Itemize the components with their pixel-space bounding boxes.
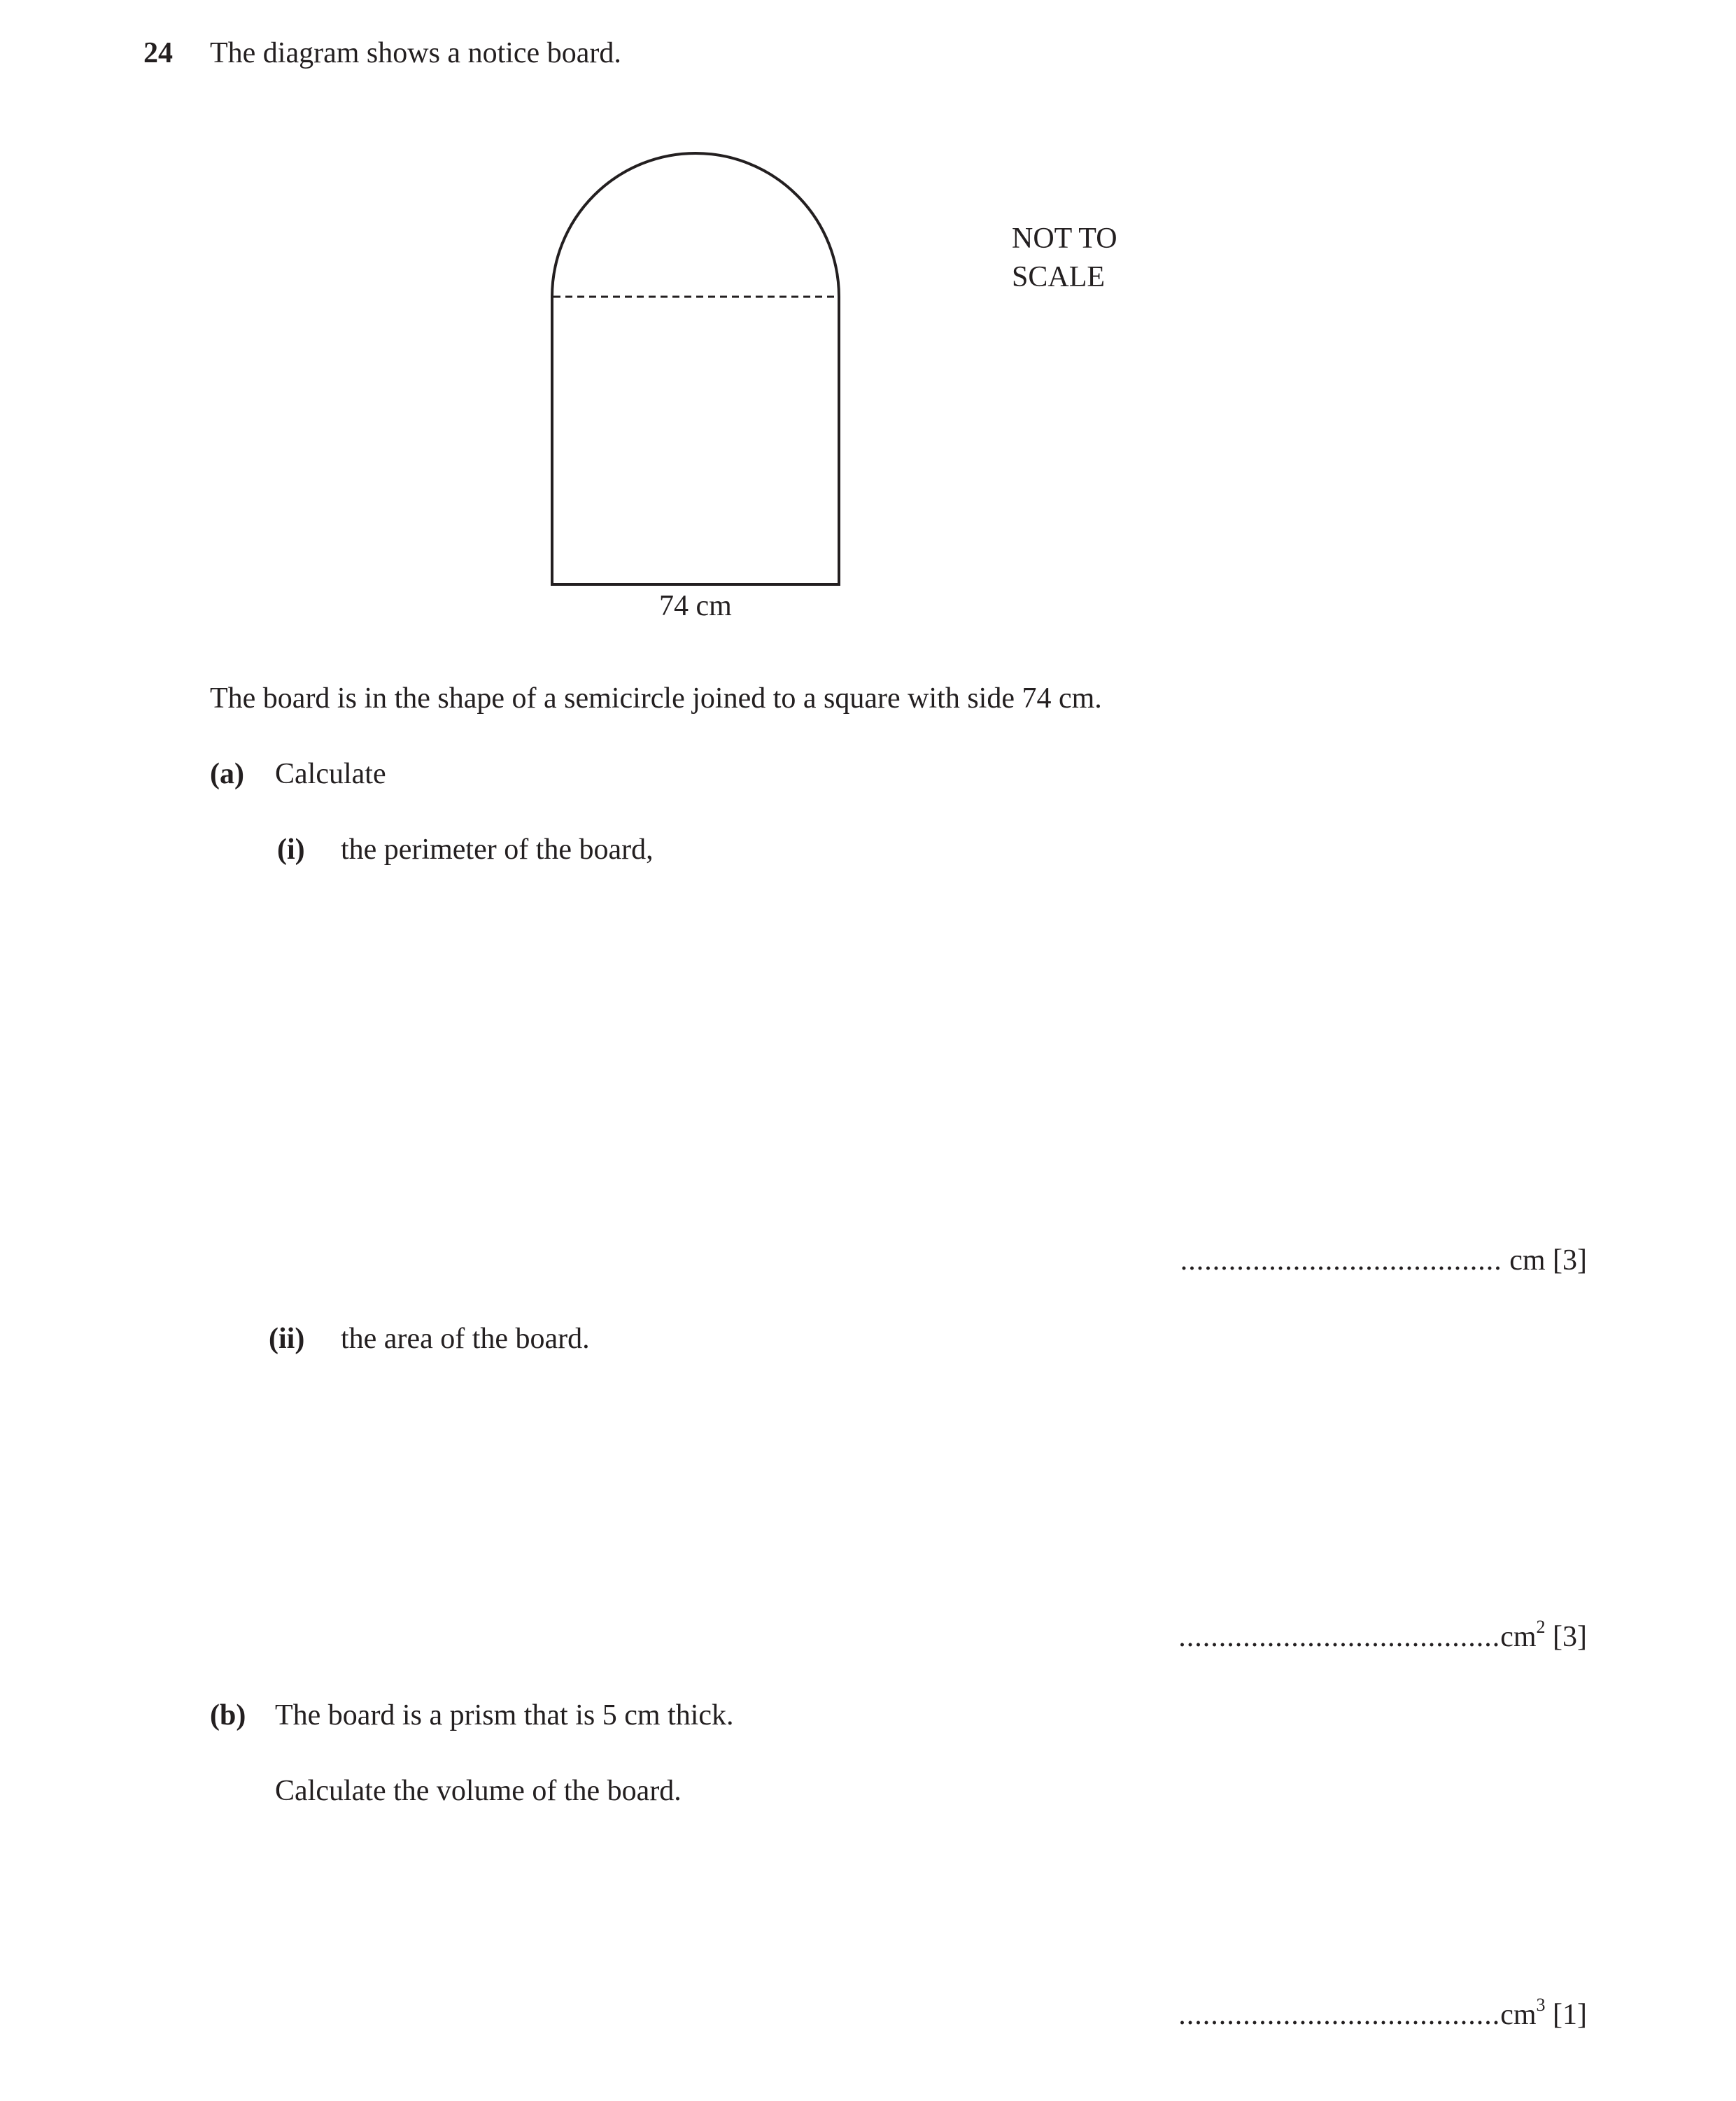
question-number: 24 bbox=[143, 37, 173, 69]
answer-unit-power: 2 bbox=[1536, 1617, 1546, 1637]
part-a-label: (a) bbox=[210, 758, 244, 790]
answer-unit-power: 3 bbox=[1536, 1995, 1546, 2015]
answer-unit: cm bbox=[1500, 1999, 1537, 2031]
answer-unit: cm bbox=[1509, 1244, 1546, 1277]
problem-statement: The board is in the shape of a semicircle joined to a square with side 74 cm. bbox=[210, 682, 1102, 715]
notice-board-diagram bbox=[0, 0, 1736, 700]
answer-dots: ........................................ bbox=[1178, 1999, 1501, 2031]
question-intro: The diagram shows a notice board. bbox=[210, 37, 621, 69]
answer-dots: ........................................ bbox=[1180, 1244, 1502, 1277]
not-to-scale-line2: SCALE bbox=[1012, 261, 1106, 293]
marks: [3] bbox=[1553, 1244, 1587, 1277]
part-a-i-text: the perimeter of the board, bbox=[341, 834, 654, 866]
part-b-text: The board is a prism that is 5 cm thick. bbox=[275, 1699, 734, 1731]
marks: [1] bbox=[1553, 1999, 1587, 2031]
part-a-ii-text: the area of the board. bbox=[341, 1323, 590, 1355]
part-b-instruction: Calculate the volume of the board. bbox=[275, 1775, 682, 1807]
marks: [3] bbox=[1553, 1621, 1587, 1653]
answer-unit: cm bbox=[1500, 1621, 1537, 1653]
answer-dots: ........................................ bbox=[1178, 1621, 1501, 1653]
part-b-label: (b) bbox=[210, 1699, 246, 1731]
board-outline bbox=[552, 153, 839, 584]
answer-line-volume[interactable] bbox=[1178, 1995, 1587, 2031]
not-to-scale-line1: NOT TO bbox=[1012, 223, 1117, 255]
answer-line-perimeter[interactable] bbox=[1180, 1246, 1587, 1275]
answer-line-area[interactable] bbox=[1178, 1617, 1587, 1653]
part-a-text: Calculate bbox=[275, 758, 386, 790]
part-a-i-label: (i) bbox=[277, 834, 305, 866]
part-a-ii-label: (ii) bbox=[269, 1323, 305, 1355]
base-length-label: 74 cm bbox=[659, 590, 732, 622]
